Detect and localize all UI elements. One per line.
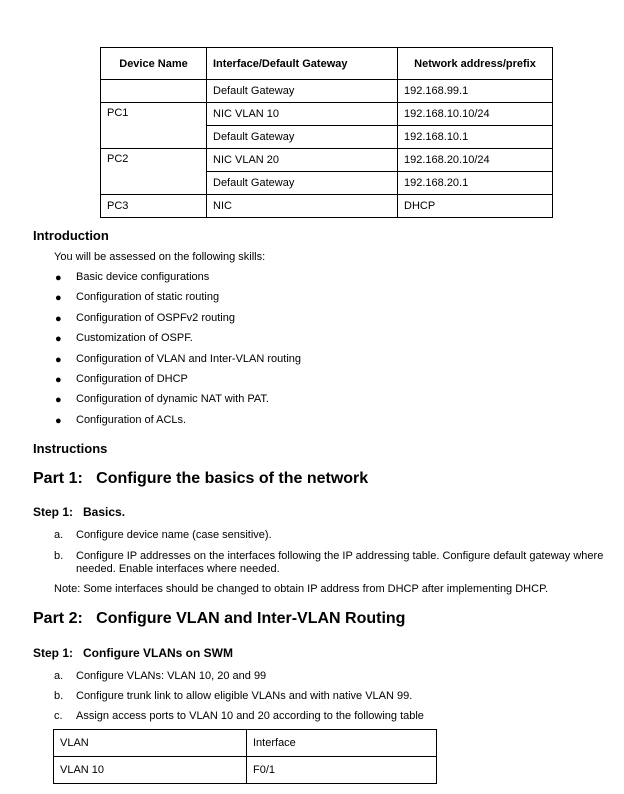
bullet-icon: ● xyxy=(55,414,62,427)
bullet-icon: ● xyxy=(55,333,62,346)
table-row xyxy=(101,80,553,103)
list-item xyxy=(52,310,301,330)
list-item xyxy=(52,412,301,432)
list-item xyxy=(52,289,301,309)
list-item xyxy=(52,330,301,350)
step-text: Configure device name (case sensitive). xyxy=(76,529,272,541)
interface-cell: NIC VLAN 10 xyxy=(207,103,398,126)
part2-step1-title: Step 1: Configure VLANs on SWM xyxy=(33,646,233,660)
table-header-row xyxy=(101,48,553,80)
column-header: Device Name xyxy=(101,48,207,80)
device-cell xyxy=(101,80,207,103)
interface-cell: Default Gateway xyxy=(207,126,398,149)
skill-text: Configuration of static routing xyxy=(76,291,220,304)
step-text: Configure IP addresses on the interfaces following the IP addressing table. Configure default gateway where needed. Enable interfaces where needed. xyxy=(76,550,604,575)
interface-cell: Default Gateway xyxy=(207,172,398,195)
step-text: Configure trunk link to allow eligible VLANs and with native VLAN 99. xyxy=(76,690,413,702)
bullet-icon: ● xyxy=(55,353,62,366)
vlan-table xyxy=(53,729,437,784)
interface-cell: NIC xyxy=(207,195,398,218)
list-item xyxy=(54,550,604,576)
list-marker: b. xyxy=(54,690,64,702)
part1-title: Part 1: Configure the basics of the network xyxy=(33,470,369,487)
instructions-heading: Instructions xyxy=(33,441,108,456)
list-marker: a. xyxy=(54,529,64,541)
step-text: Configure VLANs: VLAN 10, 20 and 99 xyxy=(76,670,267,682)
address-cell: 192.168.10.10/24 xyxy=(398,103,553,126)
device-cell: PC1 xyxy=(101,103,207,149)
list-marker: c. xyxy=(54,710,63,722)
bullet-icon: ● xyxy=(55,373,62,386)
list-item xyxy=(54,710,604,723)
skill-text: Configuration of OSPFv2 routing xyxy=(76,311,235,324)
interface-cell: F0/1 xyxy=(247,757,437,784)
address-cell: 192.168.10.1 xyxy=(398,126,553,149)
address-cell: 192.168.20.10/24 xyxy=(398,149,553,172)
list-item xyxy=(54,529,604,542)
device-cell: PC3 xyxy=(101,195,207,218)
bullet-icon: ● xyxy=(55,312,62,325)
list-item xyxy=(52,269,301,289)
ip-addressing-table xyxy=(100,47,553,218)
list-item xyxy=(52,391,301,411)
interface-cell: Default Gateway xyxy=(207,80,398,103)
address-cell: 192.168.20.1 xyxy=(398,172,553,195)
skill-text: Configuration of DHCP xyxy=(76,372,188,385)
list-item xyxy=(52,371,301,391)
column-header: Interface xyxy=(247,730,437,757)
column-header: Network address/prefix xyxy=(398,48,553,80)
table-header-row xyxy=(54,730,437,757)
address-cell: 192.168.99.1 xyxy=(398,80,553,103)
part2-step1-list xyxy=(54,670,604,723)
part1-note: Note: Some interfaces should be changed to obtain IP address from DHCP after implementing DHCP. xyxy=(54,583,549,595)
bullet-icon: ● xyxy=(55,272,62,284)
skill-text: Basic device configurations xyxy=(76,271,210,283)
list-item xyxy=(52,351,301,371)
table-row xyxy=(101,195,553,218)
list-marker: b. xyxy=(54,550,64,562)
address-cell: DHCP xyxy=(398,195,553,218)
list-item xyxy=(54,690,604,703)
bullet-icon: ● xyxy=(55,292,62,305)
part1-step1-title: Step 1: Basics. xyxy=(33,505,126,519)
part1-step1-list xyxy=(54,529,604,576)
device-cell: PC2 xyxy=(101,149,207,195)
skill-text: Configuration of dynamic NAT with PAT. xyxy=(76,393,269,406)
part2-title: Part 2: Configure VLAN and Inter-VLAN Routing xyxy=(33,610,406,627)
list-item xyxy=(54,670,604,683)
skill-text: Customization of OSPF. xyxy=(76,332,193,345)
table-row xyxy=(101,103,553,126)
column-header: Interface/Default Gateway xyxy=(207,48,398,80)
vlan-cell: VLAN 10 xyxy=(54,757,247,784)
table-row xyxy=(54,757,437,784)
step-text: Assign access ports to VLAN 10 and 20 according to the following table xyxy=(76,710,424,722)
introduction-lead: You will be assessed on the following skills: xyxy=(54,251,266,263)
column-header: VLAN xyxy=(54,730,247,757)
skill-text: Configuration of ACLs. xyxy=(76,413,187,426)
interface-cell: NIC VLAN 20 xyxy=(207,149,398,172)
list-marker: a. xyxy=(54,670,64,682)
skills-list xyxy=(52,269,301,432)
skill-text: Configuration of VLAN and Inter-VLAN routing xyxy=(76,352,302,365)
table-row xyxy=(101,149,553,172)
bullet-icon: ● xyxy=(55,394,62,407)
introduction-heading: Introduction xyxy=(33,228,109,243)
